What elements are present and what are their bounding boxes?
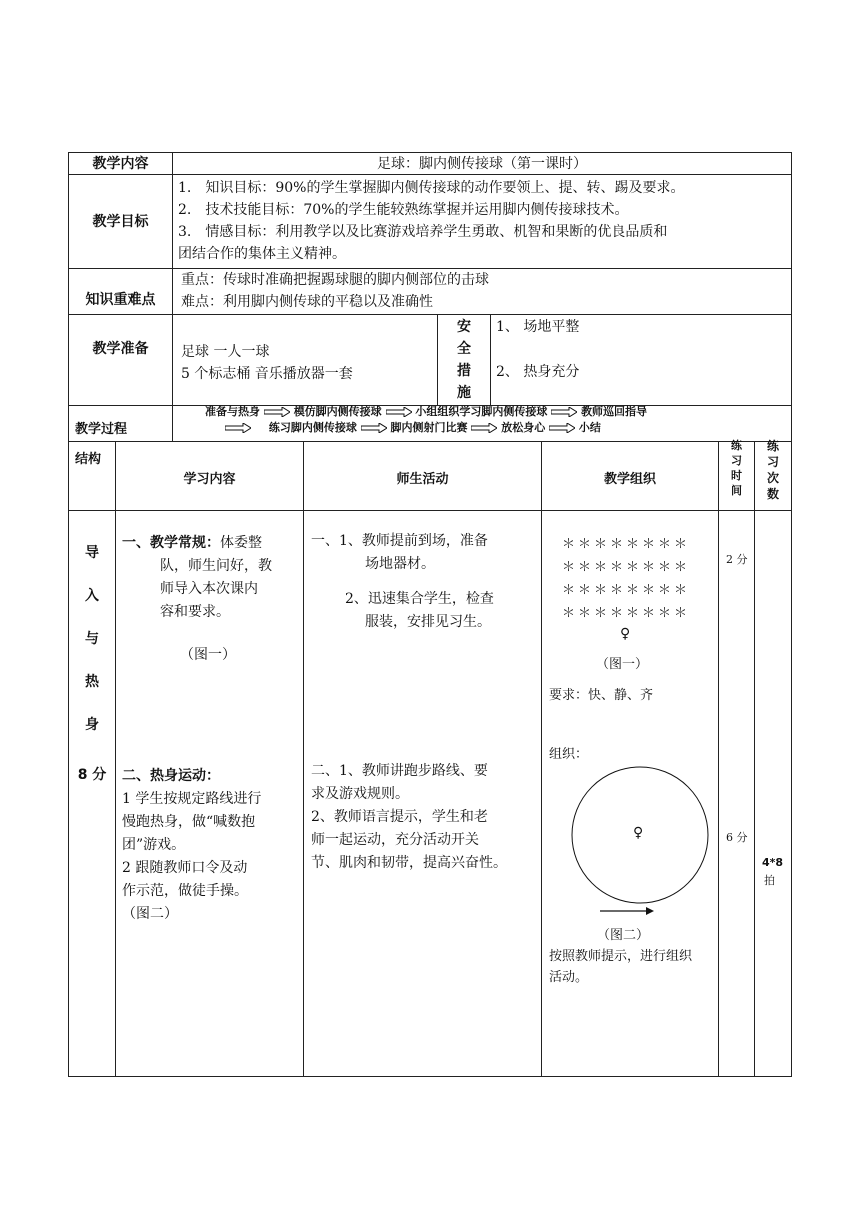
learning-title: 一、教学常规： bbox=[122, 535, 220, 551]
col-header-learning: 学习内容 bbox=[183, 472, 236, 487]
row-divider bbox=[68, 441, 792, 442]
arrow-right-icon bbox=[471, 423, 497, 433]
activity-item-2: 二、1、教师讲跑步路线、要 求及游戏规则。 2、教师语言提示，学生和老 师一起运动，充分活动开关 节、肌肉和韧带，提高兴奋性。 bbox=[311, 763, 507, 871]
process-label: 教学过程 bbox=[75, 422, 128, 437]
safety-item: 2、 热身充分 bbox=[496, 364, 580, 380]
practice-time: 2 分 bbox=[726, 553, 748, 566]
organization-label: 组织： bbox=[549, 747, 589, 762]
process-flow-row2 bbox=[225, 420, 601, 436]
structure-time: 8 分 bbox=[77, 767, 107, 783]
safety-label: 安 全 措 施 bbox=[457, 319, 471, 401]
learning-item-2: 二、热身运动： 1 学生按规定路线进行 慢跑热身，做“喊数抱 团”游戏。 2 跟随教师口令及动 作示范，做徒手操。 （图二） bbox=[122, 765, 300, 926]
prep-label: 教学准备 bbox=[92, 341, 149, 357]
process-step: 放松身心 bbox=[501, 421, 546, 434]
process-step: 小结 bbox=[578, 421, 601, 434]
content-value: 足球：脚内侧传接球（第一课时） bbox=[377, 156, 587, 172]
formation-row: ＊＊＊＊＊＊＊＊ bbox=[562, 583, 691, 598]
col-divider bbox=[718, 441, 719, 1077]
goal-item: 1. 知识目标：90%的学生掌握脚内侧传接球的动作要领上、提、转、踢及要求。 bbox=[178, 180, 685, 196]
arrow-right-icon bbox=[386, 407, 412, 417]
label-divider bbox=[172, 152, 173, 441]
col-divider bbox=[541, 441, 542, 1077]
table-border-right bbox=[791, 152, 792, 1077]
col-divider bbox=[115, 441, 116, 1077]
content-label: 教学内容 bbox=[92, 156, 149, 172]
prep-item: 5 个标志桶 音乐播放器一套 bbox=[181, 366, 353, 382]
goal-item: 3. 情感目标：利用教学以及比赛游戏培养学生勇敢、机智和果断的优良品质和 bbox=[178, 224, 668, 240]
prep-item: 足球 一人一球 bbox=[181, 344, 270, 360]
structure-label: 导 入 与 热 身 bbox=[85, 545, 99, 733]
process-step: 准备与热身 bbox=[205, 405, 260, 418]
practice-count: 4*8 bbox=[762, 856, 784, 869]
row-divider bbox=[68, 314, 792, 315]
practice-count: 拍 bbox=[764, 874, 775, 887]
process-step: 教师巡回指导 bbox=[581, 405, 648, 418]
goal-item: 团结合作的集体主义精神。 bbox=[178, 246, 346, 262]
running-circle-diagram bbox=[566, 764, 716, 924]
learning-item-1: 一、教学常规：体委整 队，师生问好，教 师导入本次课内 容和要求。 bbox=[122, 535, 272, 620]
safety-item: 1、 场地平整 bbox=[496, 319, 580, 335]
key-point: 重点：传球时准确把握踢球腿的脚内侧部位的击球 bbox=[181, 272, 489, 288]
arrow-right-icon bbox=[551, 407, 577, 417]
safety-divider bbox=[490, 314, 491, 405]
process-step: 模仿脚内侧传接球 bbox=[293, 405, 382, 418]
arrow-right-icon bbox=[264, 407, 290, 417]
col-header-activity: 师生活动 bbox=[396, 472, 449, 487]
arrow-right-icon bbox=[361, 423, 387, 433]
key-points bbox=[181, 269, 781, 313]
process-step: 小组组织学习脚内侧传接球 bbox=[415, 405, 548, 418]
teacher-icon: ♀ bbox=[620, 626, 631, 642]
process-step: 脚内侧射门比赛 bbox=[390, 421, 468, 434]
formation-row: ＊＊＊＊＊＊＊＊ bbox=[562, 560, 691, 575]
learning-title: 二、热身运动： bbox=[122, 768, 220, 784]
col-header-count: 练 习 次 数 bbox=[766, 439, 779, 501]
formation-row: ＊＊＊＊＊＊＊＊ bbox=[562, 606, 691, 621]
row-divider bbox=[68, 174, 792, 175]
activity-item-1: 一、1、教师提前到场，准备 场地器材。 2、迅速集合学生，检查 服装，安排见习生。 bbox=[311, 533, 494, 630]
process-step: 练习脚内侧传接球 bbox=[268, 421, 357, 434]
figure-caption: （图一） bbox=[180, 647, 236, 663]
figure-caption: （图二） bbox=[597, 928, 650, 943]
requirement-text: 要求：快、静、齐 bbox=[549, 688, 654, 703]
goals-list bbox=[178, 177, 788, 265]
practice-time: 6 分 bbox=[726, 831, 748, 844]
key-label: 知识重难点 bbox=[85, 292, 156, 308]
row-divider bbox=[68, 510, 792, 511]
col-divider bbox=[303, 441, 304, 1077]
table-border-top bbox=[68, 152, 792, 153]
process-flow-row1 bbox=[205, 404, 647, 420]
col-header-structure: 结构 bbox=[75, 452, 102, 467]
figure-caption: （图一） bbox=[596, 657, 649, 672]
arrow-right-icon bbox=[225, 423, 251, 433]
student-formation bbox=[562, 533, 690, 625]
teacher-icon: ♀ bbox=[633, 825, 644, 841]
col-divider bbox=[754, 441, 755, 1077]
col-header-time: 练 习 时 间 bbox=[731, 439, 742, 497]
organization-note: 按照教师提示，进行组织 活动。 bbox=[549, 949, 693, 985]
key-point: 难点：利用脚内侧传球的平稳以及准确性 bbox=[181, 294, 433, 310]
arrow-right-icon bbox=[549, 423, 575, 433]
col-header-organization: 教学组织 bbox=[603, 472, 656, 487]
prep-items bbox=[181, 341, 431, 385]
goal-item: 2. 技术技能目标：70%的学生能较熟练掌握并运用脚内侧传接球技术。 bbox=[178, 202, 629, 218]
table-border-bottom bbox=[68, 1076, 792, 1077]
formation-row: ＊＊＊＊＊＊＊＊ bbox=[562, 537, 691, 552]
goals-label: 教学目标 bbox=[92, 214, 149, 230]
